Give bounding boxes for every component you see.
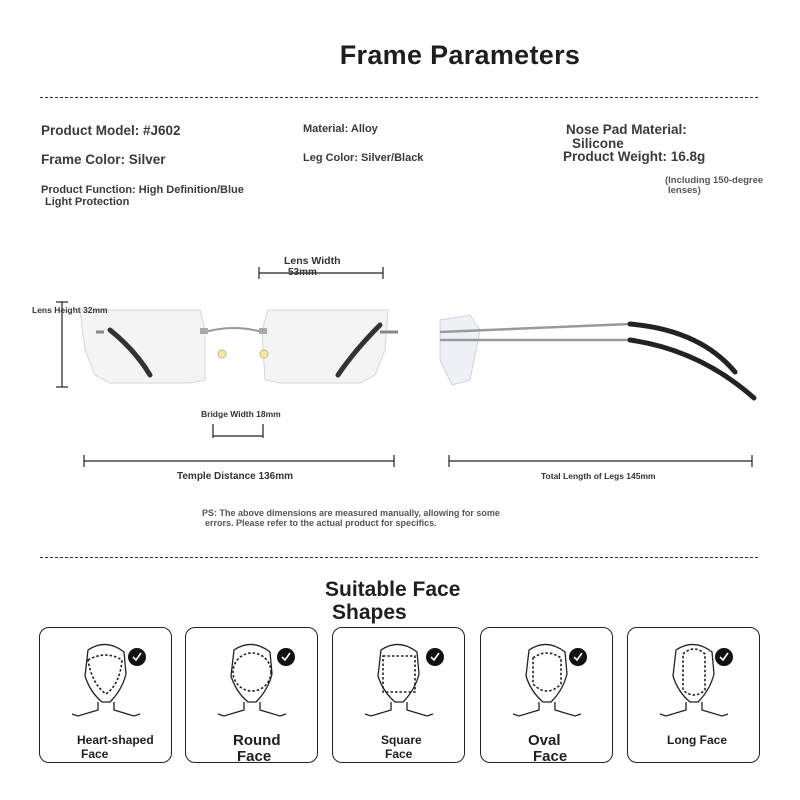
faces-title-line2: Shapes	[332, 601, 407, 624]
nose-pad-line1: Nose Pad Material:	[566, 122, 687, 137]
legs-length-label: Total Length of Legs 145mm	[541, 471, 656, 481]
temple-distance-label: Temple Distance 136mm	[177, 471, 293, 482]
disclaimer-line2: errors. Please refer to the actual product for specifics.	[205, 518, 437, 528]
face-label-line1: Heart-shaped	[77, 733, 154, 747]
weight-note	[665, 176, 763, 196]
right-lens	[262, 310, 388, 383]
product-function-line1: Product Function: High Definition/Blue	[41, 184, 244, 196]
face-label-line1: Oval	[528, 732, 561, 749]
product-model: Product Model: #J602	[41, 123, 181, 138]
glasses-diagram	[0, 240, 800, 500]
face-label-line2: Face	[237, 748, 272, 765]
face-label-line2: Face	[533, 748, 568, 765]
disclaimer	[202, 508, 500, 528]
face-card-long	[627, 627, 760, 763]
bridge-width-label: Bridge Width 18mm	[201, 409, 281, 419]
left-hinge	[200, 328, 208, 334]
disclaimer-line1: PS: The above dimensions are measured manually, allowing for some	[202, 508, 500, 518]
faces-title	[325, 578, 460, 624]
face-label-line1: Round	[233, 732, 281, 749]
side-temple-tip-upper	[630, 324, 735, 372]
face-card-square	[332, 627, 465, 763]
right-nose-pad	[260, 350, 268, 358]
left-nose-pad	[218, 350, 226, 358]
page-title: Frame Parameters	[339, 40, 581, 70]
face-label-line2: Face	[385, 747, 413, 761]
nose-pad-material	[566, 123, 687, 151]
face-label-line2: Face	[81, 747, 109, 761]
faces-title-line1: Suitable Face	[325, 578, 461, 601]
right-hinge	[259, 328, 267, 334]
leg-color: Leg Color: Silver/Black	[303, 152, 424, 164]
product-weight: Product Weight: 16.8g	[563, 149, 706, 164]
face-label	[381, 733, 422, 761]
divider	[40, 557, 758, 558]
front-view-glasses	[80, 310, 398, 383]
face-card-round	[185, 627, 318, 763]
face-label	[528, 733, 567, 765]
lens-width-label: Lens Width	[284, 255, 341, 267]
nose-pad-line2: Silicone	[572, 136, 624, 151]
face-label-line1: Long Face	[667, 733, 728, 747]
lens-height-label: Lens Height 32mm	[32, 305, 108, 315]
face-label-line1: Square	[381, 733, 422, 747]
lens-width-value: 53mm	[288, 267, 317, 278]
weight-note-line2: lenses)	[668, 185, 701, 196]
left-lens	[80, 310, 205, 383]
side-view-glasses	[440, 315, 754, 398]
product-function-line2: Light Protection	[45, 196, 130, 208]
bridge	[205, 328, 262, 332]
product-function	[41, 184, 244, 208]
material: Material: Alloy	[303, 123, 378, 135]
face-card-heart	[39, 627, 172, 763]
face-label	[233, 733, 280, 765]
frame-color: Frame Color: Silver	[41, 152, 166, 167]
face-label	[667, 733, 727, 747]
weight-note-line1: (Including 150-degree	[665, 175, 764, 186]
face-card-oval	[480, 627, 613, 763]
face-label	[77, 733, 154, 761]
divider	[40, 97, 758, 98]
side-lens	[440, 315, 480, 385]
